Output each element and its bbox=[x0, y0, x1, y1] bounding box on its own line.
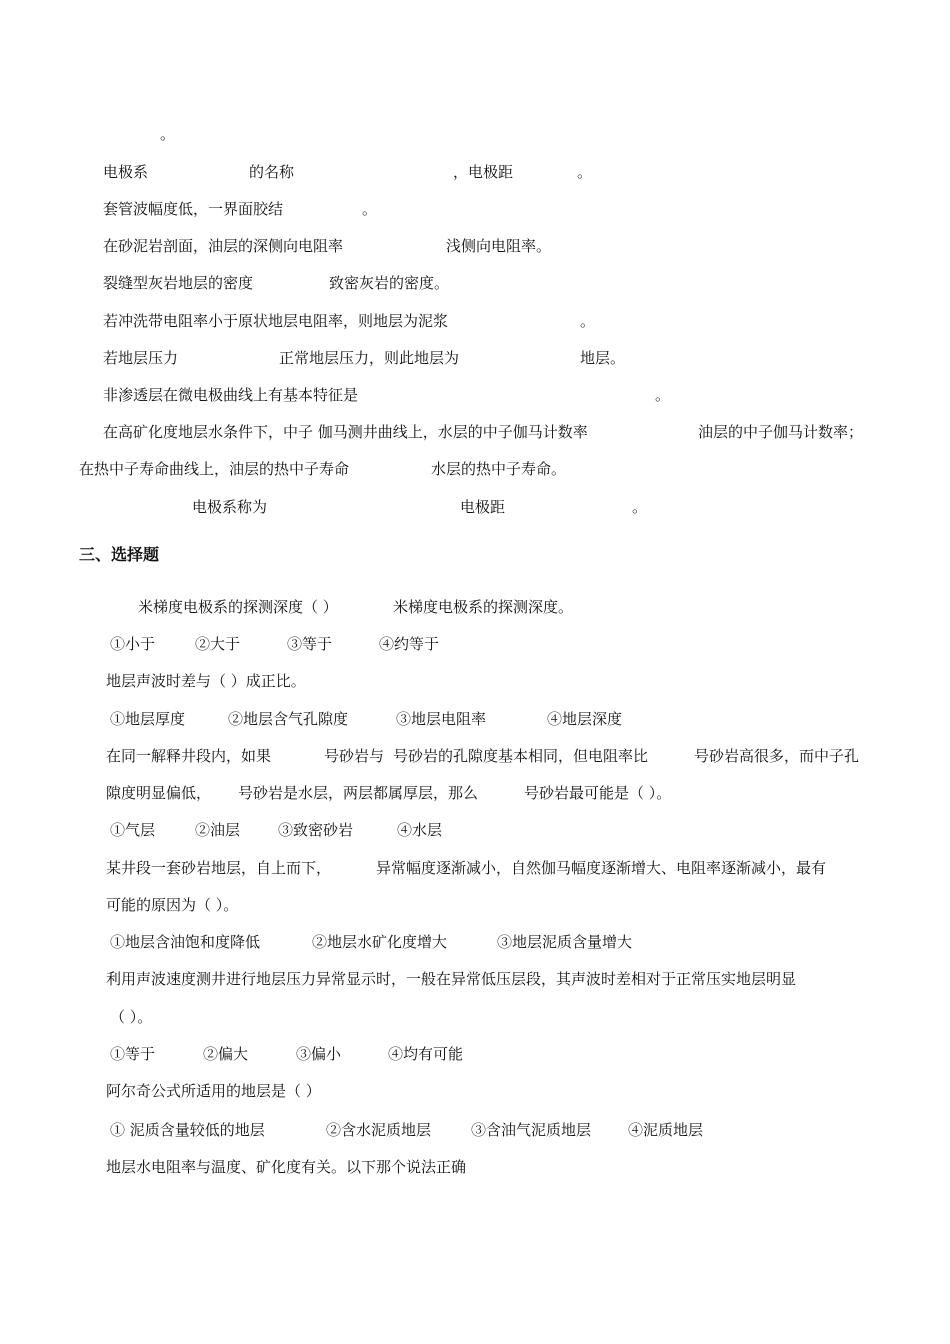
q5-line1: 利用声波速度测井进行地层压力异常显示时，一般在异常低压层段，其声波时差相对于正常压实地层明显 bbox=[106, 970, 797, 988]
q4-option-3: ③地层泥质含量增大 bbox=[497, 933, 633, 951]
q5-option-4: ④均有可能 bbox=[388, 1045, 464, 1063]
blank-line-4-b: 浅侧向电阻率。 bbox=[446, 237, 552, 255]
q4-option-2: ②地层水矿化度增大 bbox=[312, 933, 448, 951]
q3-line2-c: 号砂岩最可能是（ ）。 bbox=[524, 784, 672, 802]
blank-line-7-a: 若地层压力 bbox=[103, 349, 179, 367]
q7-text: 地层水电阻率与温度、矿化度有关。以下那个说法正确 bbox=[106, 1158, 467, 1176]
blank-line-8-a: 非渗透层在微电极曲线上有基本特征是 bbox=[103, 386, 359, 404]
blank-line-5-a: 裂缝型灰岩地层的密度 bbox=[103, 274, 254, 292]
q3-option-2: ②油层 bbox=[195, 821, 241, 839]
q3-option-3: ③致密砂岩 bbox=[278, 821, 354, 839]
q2-option-2: ②地层含气孔隙度 bbox=[228, 710, 349, 728]
blank-line-10-b: 水层的热中子寿命。 bbox=[431, 460, 567, 478]
q4-line1-a: 某井段一套砂岩地层，自上而下， bbox=[106, 859, 332, 877]
blank-line-7-b: 正常地层压力，则此地层为 bbox=[279, 349, 460, 367]
q2-option-1: ①地层厚度 bbox=[110, 710, 186, 728]
blank-line-11-b: 电极距 bbox=[460, 498, 506, 516]
blank-line-3-b: 。 bbox=[362, 200, 378, 218]
blank-line-11-a: 电极系称为 bbox=[192, 498, 268, 516]
q3-line2-a: 隙度明显偏低， bbox=[106, 784, 212, 802]
q6-text: 阿尔奇公式所适用的地层是（ ） bbox=[106, 1082, 321, 1100]
q5-option-2: ②偏大 bbox=[203, 1045, 249, 1063]
q1-option-3: ③等于 bbox=[287, 635, 333, 653]
blank-line-9-b: 油层的中子伽马计数率； bbox=[698, 423, 864, 441]
q3-line2-b: 号砂岩是水层，两层都属厚层，那么 bbox=[238, 784, 479, 802]
q3-option-4: ④水层 bbox=[397, 821, 443, 839]
q4-line1-b: 异常幅度逐渐减小，自然伽马幅度逐渐增大、电阻率逐渐减小，最有 bbox=[376, 859, 827, 877]
blank-line-7-c: 地层。 bbox=[580, 349, 626, 367]
q4-option-1: ①地层含油饱和度降低 bbox=[110, 933, 261, 951]
q1-option-1: ①小于 bbox=[110, 635, 156, 653]
blank-line-10-a: 在热中子寿命曲线上，油层的热中子寿命 bbox=[79, 460, 350, 478]
q5-line2: （ ）。 bbox=[110, 1008, 153, 1026]
q3-line1-d: 号砂岩高很多，而中子孔 bbox=[694, 747, 860, 765]
section-title: 三、选择题 bbox=[79, 545, 160, 564]
q2-text: 地层声波时差与（ ）成正比。 bbox=[106, 672, 306, 690]
q2-option-4: ④地层深度 bbox=[547, 710, 623, 728]
q1-text-b: 米梯度电极系的探测深度。 bbox=[393, 598, 574, 616]
blank-line-9-a: 在高矿化度地层水条件下，中子 伽马测井曲线上，水层的中子伽马计数率 bbox=[103, 423, 588, 441]
q1-option-4: ④约等于 bbox=[379, 635, 440, 653]
q6-option-1: ① 泥质含量较低的地层 bbox=[110, 1121, 265, 1139]
q5-option-3: ③偏小 bbox=[296, 1045, 342, 1063]
blank-line-4-a: 在砂泥岩剖面，油层的深侧向电阻率 bbox=[103, 237, 344, 255]
blank-line-2-c: ，电极距 bbox=[453, 163, 514, 181]
blank-line-3-a: 套管波幅度低，一界面胶结 bbox=[103, 200, 284, 218]
q1-option-2: ②大于 bbox=[195, 635, 241, 653]
q4-line2: 可能的原因为（ ）。 bbox=[106, 896, 239, 914]
blank-line-5-b: 致密灰岩的密度。 bbox=[329, 274, 450, 292]
q3-line1-c: 号砂岩的孔隙度基本相同，但电阻率比 bbox=[393, 747, 649, 765]
q3-option-1: ①气层 bbox=[110, 821, 156, 839]
blank-line-11-c: 。 bbox=[632, 498, 648, 516]
q3-line1-a: 在同一解释井段内，如果 bbox=[106, 747, 272, 765]
q2-option-3: ③地层电阻率 bbox=[396, 710, 487, 728]
q3-line1-b: 号砂岩与 bbox=[324, 747, 385, 765]
blank-line-2-d: 。 bbox=[577, 163, 593, 181]
blank-line-6-a: 若冲洗带电阻率小于原状地层电阻率，则地层为泥浆 bbox=[103, 312, 449, 330]
blank-line-6-b: 。 bbox=[580, 312, 596, 330]
q6-option-4: ④泥质地层 bbox=[628, 1121, 704, 1139]
q6-option-3: ③含油气泥质地层 bbox=[471, 1121, 592, 1139]
blank-line-2-b: 的名称 bbox=[249, 163, 295, 181]
blank-line-8-b: 。 bbox=[655, 386, 671, 404]
q6-option-2: ②含水泥质地层 bbox=[326, 1121, 432, 1139]
blank-line-2-a: 电极系 bbox=[103, 163, 149, 181]
blank-line-1-end: 。 bbox=[160, 125, 176, 143]
q5-option-1: ①等于 bbox=[110, 1045, 156, 1063]
q1-text-a: 米梯度电极系的探测深度（ ） bbox=[138, 598, 338, 616]
